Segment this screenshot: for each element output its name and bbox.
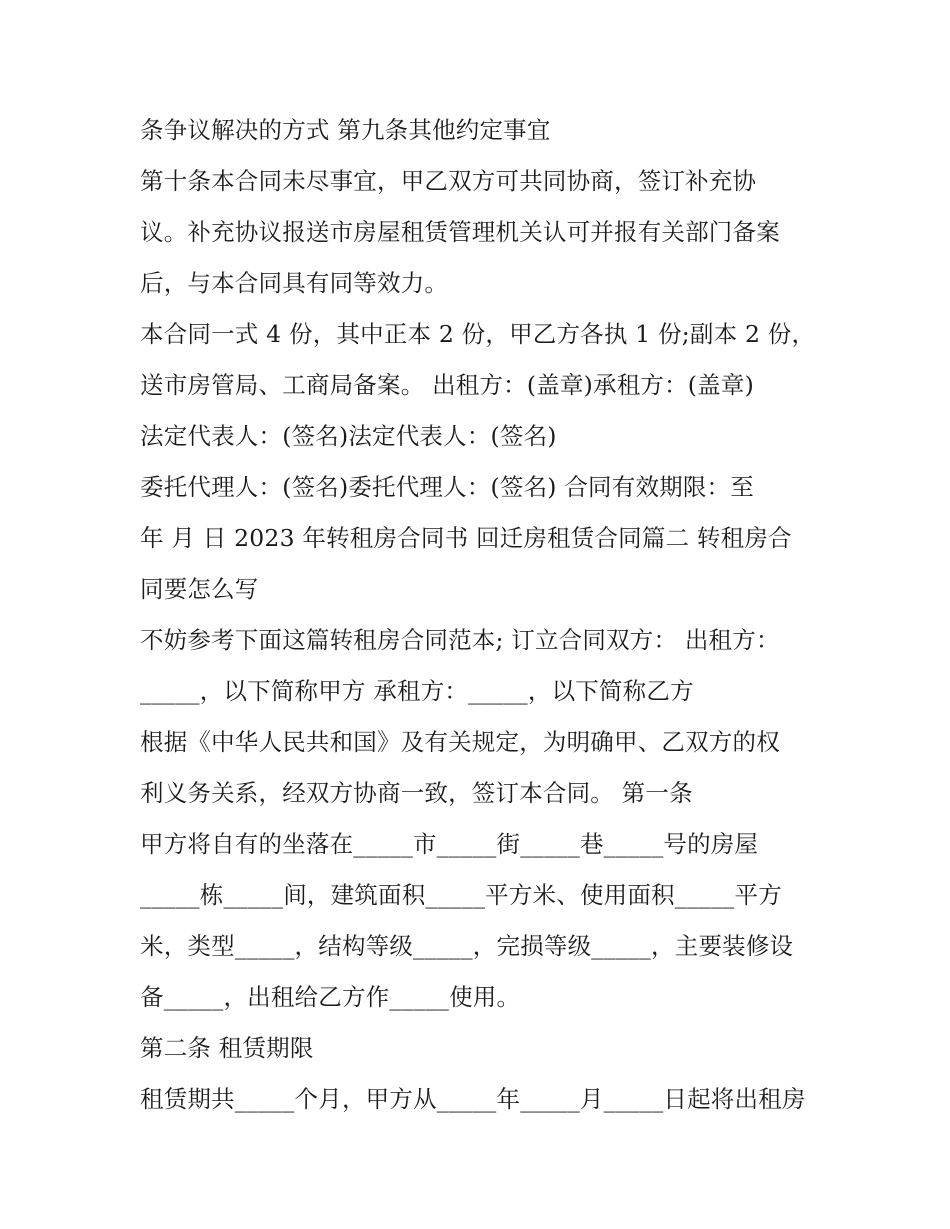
text-line: 委托代理人：(签名)委托代理人：(签名) 合同有效期限：至 <box>140 473 754 501</box>
text-line: _____，以下简称甲方 承租方：_____，以下简称乙方 <box>140 677 694 705</box>
text-line: 甲方将自有的坐落在_____市_____街_____巷_____号的房屋 <box>140 830 759 858</box>
text-line: 同要怎么写 <box>140 575 259 603</box>
text-line: 本合同一式 4 份，其中正本 2 份，甲乙方各执 1 份;副本 2 份， <box>140 320 816 348</box>
text-line: 不妨参考下面这篇转租房合同范本; 订立合同双方： 出租方： <box>140 626 780 654</box>
text-line: 利义务关系，经双方协商一致，签订本合同。 第一条 <box>140 779 693 807</box>
document-body <box>140 110 820 1130</box>
text-line: 议。补充协议报送市房屋租赁管理机关认可并报有关部门备案 <box>140 218 780 246</box>
text-line: 法定代表人：(签名)法定代表人：(签名) <box>140 422 557 450</box>
text-line: 条争议解决的方式 第九条其他约定事宜 <box>140 116 551 144</box>
text-line: 租赁期共_____个月，甲方从_____年_____月_____日起将出租房 <box>140 1085 806 1113</box>
text-line: 米，类型_____，结构等级_____，完损等级_____，主要装修设 <box>140 932 794 960</box>
section-heading: 第二条 租赁期限 <box>140 1034 314 1062</box>
text-line: 备_____，出租给乙方作_____使用。 <box>140 983 521 1011</box>
text-line: 第十条本合同未尽事宜，甲乙双方可共同协商，签订补充协 <box>140 167 757 195</box>
text-line: 送市房管局、工商局备案。 出租方：(盖章)承租方：(盖章) <box>140 371 754 399</box>
text-line: 年 月 日 2023 年转租房合同书 回迁房租赁合同篇二 转租房合 <box>140 524 792 552</box>
text-line: 根据《中华人民共和国》及有关规定，为明确甲、乙双方的权 <box>140 728 780 756</box>
text-line: _____栋_____间，建筑面积_____平方米、使用面积_____平方 <box>140 881 782 909</box>
text-line: 后，与本合同具有同等效力。 <box>140 269 449 297</box>
